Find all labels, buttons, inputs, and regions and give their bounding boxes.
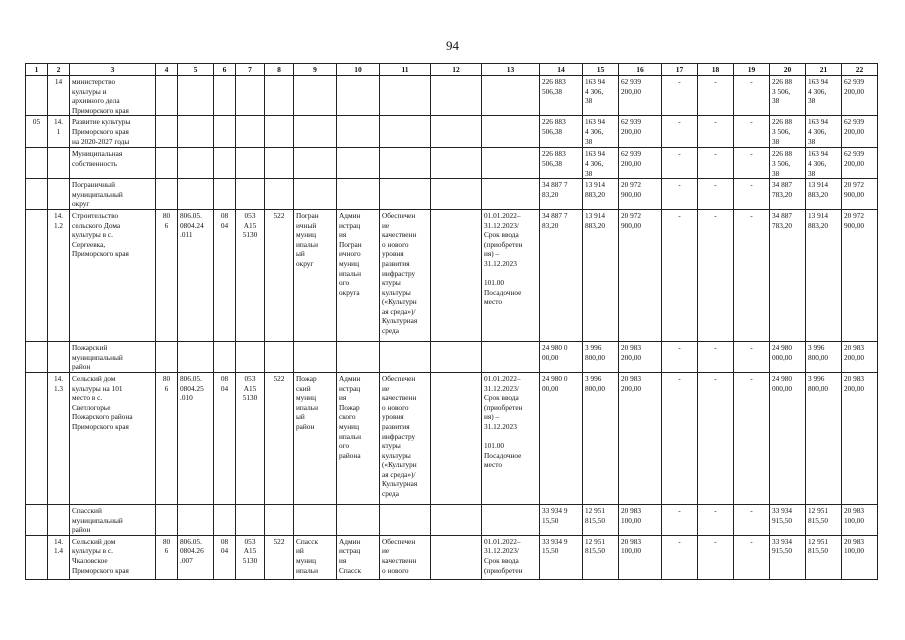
table-cell: 01.01.2022– 31.12.2023/ Срок ввода (приобретен ия) – 31.12.2023 101.00 Посадочное место — [482, 209, 540, 341]
table-cell: Муниципальная собственность — [70, 148, 156, 179]
table-cell: 62 939 200,00 — [619, 148, 662, 179]
table-cell: 62 939 200,00 — [619, 76, 662, 116]
column-header: 4 — [156, 64, 178, 76]
table-cell: 226 883 506,38 — [540, 116, 583, 148]
table-cell: 33 934 9 15,50 — [540, 535, 583, 579]
table-cell — [156, 179, 178, 210]
table-cell: - — [734, 209, 770, 341]
table-cell — [178, 341, 214, 372]
table-cell — [26, 76, 48, 116]
table-row — [26, 116, 878, 148]
table-cell: 163 94 4 306, 38 — [806, 148, 842, 179]
table-cell — [214, 504, 236, 535]
column-header: 21 — [806, 64, 842, 76]
table-cell: 053 A15 5130 — [236, 372, 265, 504]
table-cell: 24 980 000,00 — [770, 372, 806, 504]
column-header: 3 — [70, 64, 156, 76]
table-cell — [265, 341, 294, 372]
table-cell: 226 88 3 506, 38 — [770, 148, 806, 179]
table-cell: 163 94 4 306, 38 — [583, 116, 619, 148]
table-cell: - — [662, 504, 698, 535]
table-cell — [156, 76, 178, 116]
table-cell: - — [662, 116, 698, 148]
table-cell — [178, 116, 214, 148]
table-cell — [236, 116, 265, 148]
table-cell: - — [698, 504, 734, 535]
table-cell: 3 996 800,00 — [806, 372, 842, 504]
table-cell: 13 914 883,20 — [583, 209, 619, 341]
table-cell: 20 983 100,00 — [842, 504, 878, 535]
table-cell: 34 887 783,20 — [770, 179, 806, 210]
table-cell — [380, 76, 431, 116]
table-cell: - — [698, 209, 734, 341]
table-cell — [337, 341, 380, 372]
table-cell: 14. 1.3 — [48, 372, 70, 504]
table-cell: 08 04 — [214, 535, 236, 579]
table-cell: 33 934 9 15,50 — [540, 504, 583, 535]
table-cell — [482, 76, 540, 116]
table-cell — [214, 76, 236, 116]
table-cell: 33 934 915,50 — [770, 535, 806, 579]
table-cell: Погран ичный муниц ипальн ый округ — [294, 209, 337, 341]
table-cell: 522 — [265, 372, 294, 504]
table-cell — [482, 179, 540, 210]
table-cell: - — [734, 504, 770, 535]
table-cell — [265, 76, 294, 116]
table-cell: - — [662, 209, 698, 341]
table-cell — [26, 148, 48, 179]
table-cell: 12 951 815,50 — [583, 535, 619, 579]
table-row — [26, 372, 878, 504]
table-cell — [178, 76, 214, 116]
table-cell: 33 934 915,50 — [770, 504, 806, 535]
column-header: 16 — [619, 64, 662, 76]
table-cell — [294, 148, 337, 179]
table-cell: 80 6 — [156, 209, 178, 341]
table-cell: - — [698, 179, 734, 210]
table-cell — [380, 148, 431, 179]
table-cell — [236, 504, 265, 535]
table-row — [26, 535, 878, 579]
column-header: 2 — [48, 64, 70, 76]
table-cell: 522 — [265, 209, 294, 341]
table-cell — [265, 504, 294, 535]
table-cell: 20 983 100,00 — [619, 535, 662, 579]
table-cell: 13 914 883,20 — [806, 209, 842, 341]
table-cell: 34 887 783,20 — [770, 209, 806, 341]
table-row — [26, 504, 878, 535]
table-cell: 05 — [26, 116, 48, 148]
table-cell — [156, 148, 178, 179]
table-cell: Сельский дом культуры в с. Чкаловское Приморского края — [70, 535, 156, 579]
table-cell: 053 A15 5130 — [236, 209, 265, 341]
table-cell — [337, 504, 380, 535]
table-cell: - — [662, 76, 698, 116]
table-cell — [431, 76, 482, 116]
table-cell — [26, 504, 48, 535]
table-cell: - — [698, 148, 734, 179]
table-cell: 13 914 883,20 — [583, 179, 619, 210]
table-cell — [48, 179, 70, 210]
table-cell: 01.01.2022– 31.12.2023/ Срок ввода (приобретен ия) – 31.12.2023 101.00 Посадочное место — [482, 372, 540, 504]
table-cell: 80 6 — [156, 535, 178, 579]
table-cell — [482, 341, 540, 372]
table-row — [26, 76, 878, 116]
data-table — [25, 63, 878, 580]
table-cell — [156, 341, 178, 372]
page-number: 94 — [446, 38, 459, 53]
table-cell — [214, 116, 236, 148]
table-cell: - — [698, 341, 734, 372]
table-cell — [26, 341, 48, 372]
column-header: 18 — [698, 64, 734, 76]
table-cell: 14. 1.2 — [48, 209, 70, 341]
table-cell: 20 983 200,00 — [842, 341, 878, 372]
table-cell — [294, 76, 337, 116]
column-header: 8 — [265, 64, 294, 76]
column-header: 11 — [380, 64, 431, 76]
table-cell: 163 94 4 306, 38 — [806, 116, 842, 148]
table-cell: 3 996 800,00 — [806, 341, 842, 372]
table-row — [26, 179, 878, 210]
table-cell — [265, 148, 294, 179]
table-cell: министерство культуры и архивного дела Приморского края — [70, 76, 156, 116]
table-cell: 14 — [48, 76, 70, 116]
table-cell: 12 951 815,50 — [583, 504, 619, 535]
table-cell — [294, 504, 337, 535]
table-cell: Админ истрац ия Спасск — [337, 535, 380, 579]
table-cell: - — [698, 76, 734, 116]
table-cell — [337, 76, 380, 116]
table-cell: 20 972 900,00 — [619, 179, 662, 210]
table-cell — [380, 504, 431, 535]
table-cell — [482, 116, 540, 148]
table-cell: 20 972 900,00 — [842, 209, 878, 341]
table-cell: - — [734, 372, 770, 504]
column-header: 15 — [583, 64, 619, 76]
table-cell: 806.05. 0804.25 .010 — [178, 372, 214, 504]
table-cell — [431, 535, 482, 579]
table-cell: - — [734, 535, 770, 579]
table-cell — [380, 179, 431, 210]
table-cell: 20 972 900,00 — [619, 209, 662, 341]
column-header: 20 — [770, 64, 806, 76]
table-cell — [337, 116, 380, 148]
table-cell — [236, 179, 265, 210]
table-cell: 806.05. 0804.24 .011 — [178, 209, 214, 341]
table-cell — [431, 179, 482, 210]
table-cell — [26, 372, 48, 504]
table-cell — [431, 209, 482, 341]
table-cell: 62 939 200,00 — [842, 116, 878, 148]
table-cell: 20 972 900,00 — [842, 179, 878, 210]
table-cell — [214, 341, 236, 372]
table-cell: - — [698, 116, 734, 148]
table-cell — [48, 504, 70, 535]
table-cell — [156, 116, 178, 148]
table-cell: 163 94 4 306, 38 — [806, 76, 842, 116]
table-cell: 163 94 4 306, 38 — [583, 76, 619, 116]
table-cell: Пожар ский муниц ипальн ый район — [294, 372, 337, 504]
table-cell — [178, 148, 214, 179]
table-cell — [48, 148, 70, 179]
table-cell — [26, 179, 48, 210]
table-cell: 053 A15 5130 — [236, 535, 265, 579]
table-cell: 806.05. 0804.26 .007 — [178, 535, 214, 579]
table-cell: Админ истрац ия Пожар ского муниц ипальн ого района — [337, 372, 380, 504]
table-cell — [214, 148, 236, 179]
table-cell: - — [662, 535, 698, 579]
table-cell — [178, 179, 214, 210]
table-cell: - — [698, 372, 734, 504]
table-cell: 62 939 200,00 — [619, 116, 662, 148]
table-row — [26, 209, 878, 341]
table-cell: Развитие культуры Приморского края на 2020-2027 годы — [70, 116, 156, 148]
table-cell — [265, 179, 294, 210]
table-cell: - — [662, 372, 698, 504]
table-cell: 14. 1.4 — [48, 535, 70, 579]
table-cell: 12 951 815,50 — [806, 504, 842, 535]
table-cell: Спасск ий муниц ипальн — [294, 535, 337, 579]
table-cell — [26, 535, 48, 579]
table-cell — [431, 504, 482, 535]
table-cell: 522 — [265, 535, 294, 579]
column-header: 1 — [26, 64, 48, 76]
table-cell: 226 883 506,38 — [540, 76, 583, 116]
column-header: 22 — [842, 64, 878, 76]
table-cell: Пограничный муниципальный округ — [70, 179, 156, 210]
table-cell — [236, 148, 265, 179]
column-header: 10 — [337, 64, 380, 76]
table-cell: - — [662, 341, 698, 372]
table-cell — [482, 504, 540, 535]
table-cell — [214, 179, 236, 210]
table-cell: - — [734, 341, 770, 372]
table-cell — [380, 116, 431, 148]
table-cell: Сельский дом культуры на 101 место в с. Светлогорье Пожарского района Приморского края — [70, 372, 156, 504]
column-header: 19 — [734, 64, 770, 76]
table-cell: 226 883 506,38 — [540, 148, 583, 179]
table-cell — [26, 209, 48, 341]
table-cell: - — [662, 148, 698, 179]
table-cell — [431, 116, 482, 148]
table-cell: 20 983 200,00 — [619, 341, 662, 372]
table-cell: Админ истрац ия Погран ичного муниц ипальн ого округа — [337, 209, 380, 341]
column-header: 6 — [214, 64, 236, 76]
table-cell: - — [734, 148, 770, 179]
table-cell: 20 983 200,00 — [842, 372, 878, 504]
table-cell: - — [662, 179, 698, 210]
table-cell — [431, 341, 482, 372]
table-cell — [380, 341, 431, 372]
table-cell: 62 939 200,00 — [842, 148, 878, 179]
table-cell — [337, 148, 380, 179]
table-cell: 3 996 800,00 — [583, 372, 619, 504]
table-cell: Обеспечен ие качественн о нового уровня развития инфрастру ктуры культуры («Культурн ая среда»)/ Культурная среда — [380, 209, 431, 341]
table-cell — [294, 179, 337, 210]
table-row — [26, 148, 878, 179]
table-cell — [337, 179, 380, 210]
table-cell: Обеспечен ие качественн о нового — [380, 535, 431, 579]
column-header: 7 — [236, 64, 265, 76]
table-cell: 163 94 4 306, 38 — [583, 148, 619, 179]
table-cell — [294, 341, 337, 372]
table-cell — [236, 76, 265, 116]
table-cell: - — [734, 116, 770, 148]
table-cell: Спасский муниципальный район — [70, 504, 156, 535]
column-header: 13 — [482, 64, 540, 76]
column-header: 14 — [540, 64, 583, 76]
table-cell — [236, 341, 265, 372]
column-header: 17 — [662, 64, 698, 76]
table-cell: 24 980 0 00,00 — [540, 372, 583, 504]
column-header: 12 — [431, 64, 482, 76]
column-header: 9 — [294, 64, 337, 76]
table-cell: 62 939 200,00 — [842, 76, 878, 116]
table-cell: 08 04 — [214, 209, 236, 341]
table-cell — [265, 116, 294, 148]
table-cell: - — [734, 179, 770, 210]
table-cell: 80 6 — [156, 372, 178, 504]
table-cell — [431, 148, 482, 179]
table-cell: 01.01.2022– 31.12.2023/ Срок ввода (приобретен — [482, 535, 540, 579]
table-cell: Обеспечен ие качественн о нового уровня развития инфрастру ктуры культуры («Культурн ая среда»)/ Культурная среда — [380, 372, 431, 504]
table-cell: 20 983 100,00 — [619, 504, 662, 535]
table-cell: 24 980 0 00,00 — [540, 341, 583, 372]
table-cell — [482, 148, 540, 179]
table-cell: 24 980 000,00 — [770, 341, 806, 372]
table-cell — [294, 116, 337, 148]
table-cell: 14. 1 — [48, 116, 70, 148]
table-cell: Пожарский муниципальный район — [70, 341, 156, 372]
table-cell: 12 951 815,50 — [806, 535, 842, 579]
table-cell — [48, 341, 70, 372]
table-cell: 226 88 3 506, 38 — [770, 76, 806, 116]
table-cell: 34 887 7 83,20 — [540, 209, 583, 341]
table-cell: - — [734, 76, 770, 116]
table-row — [26, 341, 878, 372]
table-cell: 3 996 800,00 — [583, 341, 619, 372]
table-header-row — [26, 64, 878, 76]
table-cell: - — [698, 535, 734, 579]
table-cell: 20 983 200,00 — [619, 372, 662, 504]
table-cell: Строительство сельского Дома культуры в с. Сергеевка, Приморского края — [70, 209, 156, 341]
table-cell: 226 88 3 506, 38 — [770, 116, 806, 148]
table-cell: 20 983 100,00 — [842, 535, 878, 579]
table-cell: 34 887 7 83,20 — [540, 179, 583, 210]
table-cell: 08 04 — [214, 372, 236, 504]
table-cell — [156, 504, 178, 535]
table-cell — [431, 372, 482, 504]
table-cell: 13 914 883,20 — [806, 179, 842, 210]
column-header: 5 — [178, 64, 214, 76]
table-cell — [178, 504, 214, 535]
